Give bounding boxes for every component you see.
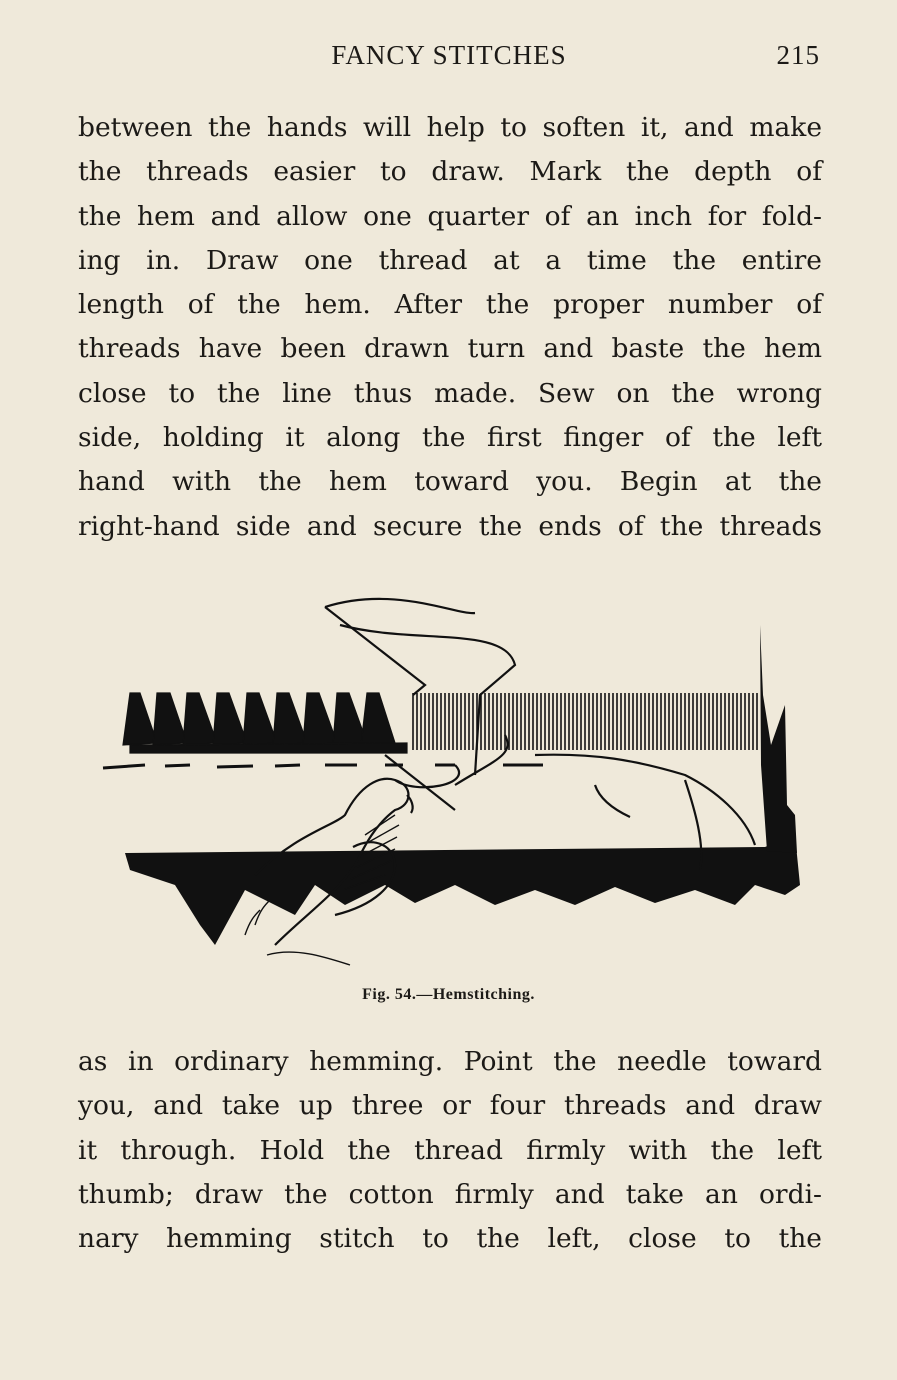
page-number: 215	[776, 40, 820, 70]
text-line: as in ordinary hemming. Point the needle toward	[78, 1046, 822, 1077]
hemstitch-clusters	[123, 693, 407, 753]
basting-line	[103, 765, 543, 768]
text-line: hand with the hem toward you. Begin at the	[78, 466, 822, 498]
cloth-fold	[125, 835, 800, 945]
text-line: thumb; draw the cotton firmly and take an ordi-	[78, 1178, 822, 1210]
running-head	[78, 40, 820, 76]
text-line: ing in. Draw one thread at a time the entire	[78, 244, 822, 276]
paragraph-2	[78, 1040, 822, 1261]
text-line: threads have been drawn turn and baste the hem	[78, 333, 822, 365]
drawn-threads	[413, 693, 757, 750]
cloth-edge	[760, 625, 797, 853]
text-line: length of the hem. After the proper number of	[78, 289, 822, 321]
text-line: close to the line thus made. Sew on the wrong	[78, 377, 822, 409]
text-line: between the hands will help to soften it, and make	[78, 112, 822, 143]
text-line: you, and take up three or four threads and draw	[78, 1090, 822, 1122]
text-line: it through. Hold the thread firmly with the left	[78, 1134, 822, 1166]
running-title: FANCY STITCHES	[331, 40, 567, 70]
figure-caption: Fig. 54.—Hemstitching.	[362, 986, 535, 1003]
text-line: the hem and allow one quarter of an inch for fold-	[78, 200, 822, 232]
text-line: right-hand side and secure the ends of the threads	[78, 510, 822, 542]
hemstitching-illustration	[95, 585, 815, 985]
text-line: nary hemming stitch to the left, close to the	[78, 1223, 822, 1255]
text-line: the threads easier to draw. Mark the depth of	[78, 156, 822, 188]
paragraph-1	[78, 106, 822, 549]
text-line: side, holding it along the first finger of the left	[78, 422, 822, 454]
